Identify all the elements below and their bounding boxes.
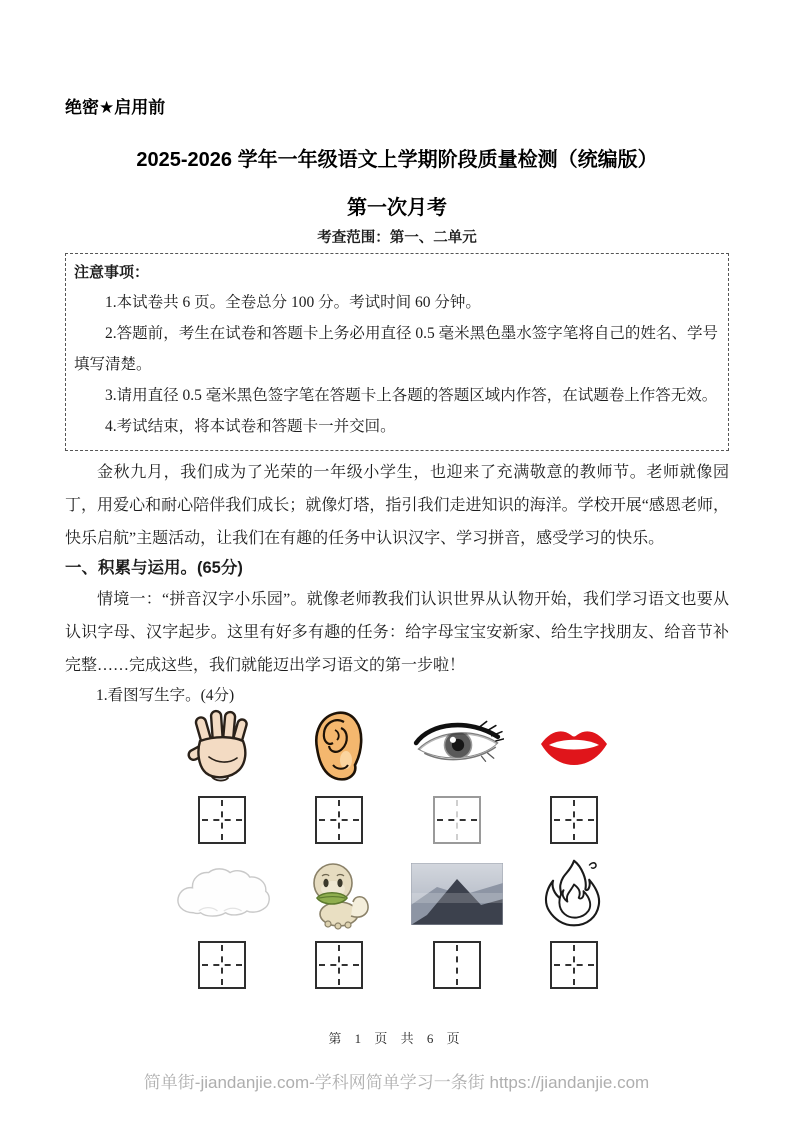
eye-image: [407, 706, 507, 786]
ear-icon: [310, 710, 368, 782]
question-1-label: 1.看图写生字。(4分): [96, 687, 235, 704]
writing-grid: [315, 796, 363, 844]
page-number: 第 1 页 共 6 页: [328, 1031, 465, 1046]
writing-grid: [198, 796, 246, 844]
cloud-image: [172, 857, 272, 931]
writing-grid: [433, 941, 481, 989]
section-1-heading: 一、积累与运用。(65分): [65, 559, 243, 577]
notice-item-3: 3.请用直径 0.5 毫米黑色签字笔在答题卡上各题的答题区域内作答，在试题卷上作答无效。: [105, 387, 718, 404]
watermark: 简单街-jiandanjie.com-学科网简单学习一条街 https://jiandanjie.com: [143, 1073, 650, 1092]
fire-icon: [536, 855, 612, 933]
ear-image: [289, 706, 389, 786]
silkworm-icon: [300, 858, 378, 930]
intro-paragraph: 金秋九月，我们成为了光荣的一年级小学生，也迎来了充满敬意的教师节。老师就像园丁，用爱心和耐心陪伴我们成长；就像灯塔，指引我们走进知识的海洋。学校开展“感恩老师，快乐启航”主题活动，让我们在有趣的任务中认识汉字、学习拼音，感受学习的快乐。: [65, 464, 729, 547]
fire-image: [524, 857, 624, 931]
exam-title: 2025-2026 学年一年级语文上学期阶段质量检测（统编版）: [136, 149, 658, 171]
writing-grid: [198, 941, 246, 989]
lips-image: [524, 706, 624, 786]
exam-scope: 考查范围：第一、二单元: [317, 230, 477, 246]
eye-icon: [410, 716, 504, 776]
mountain-icon: [411, 863, 503, 925]
writing-grid-row-2: [172, 941, 624, 989]
figure-row-2: [172, 857, 624, 931]
hand-icon: [186, 707, 258, 785]
notice-box: [65, 253, 729, 451]
lips-icon: [538, 724, 610, 768]
scenario-1-paragraph: 情境一：“拼音汉字小乐园”。就像老师教我们认识世界从认物开始，我们学习语文也要从认识字母、汉字起步。这里有好多有趣的任务：给字母宝宝安新家、给生字找朋友、给音节补完整……完成这些，我们就能迈出学习语文的第一步啦！: [65, 591, 729, 674]
figure-row-1: [172, 706, 624, 786]
hand-image: [172, 706, 272, 786]
exam-session-title: 第一次月考: [347, 197, 447, 219]
cloud-icon: [172, 864, 272, 924]
silkworm-image: [289, 857, 389, 931]
page-content: [65, 96, 729, 989]
writing-grid: [433, 796, 481, 844]
writing-grid: [550, 941, 598, 989]
writing-grid: [550, 796, 598, 844]
notice-item-4: 4.考试结束，将本试卷和答题卡一并交回。: [105, 418, 396, 435]
notice-heading: 注意事项：: [74, 264, 150, 281]
notice-item-1: 1.本试卷共 6 页。全卷总分 100 分。考试时间 60 分钟。: [105, 294, 481, 311]
notice-item-2: 2.答题前，考生在试卷和答题卡上务必用直径 0.5 毫米黑色墨水签字笔将自己的姓名、学号填写清楚。: [74, 325, 718, 373]
security-classification: 绝密★启用前: [65, 98, 166, 117]
writing-grid: [315, 941, 363, 989]
mountain-photo: [407, 857, 507, 931]
writing-grid-row-1: [172, 796, 624, 844]
